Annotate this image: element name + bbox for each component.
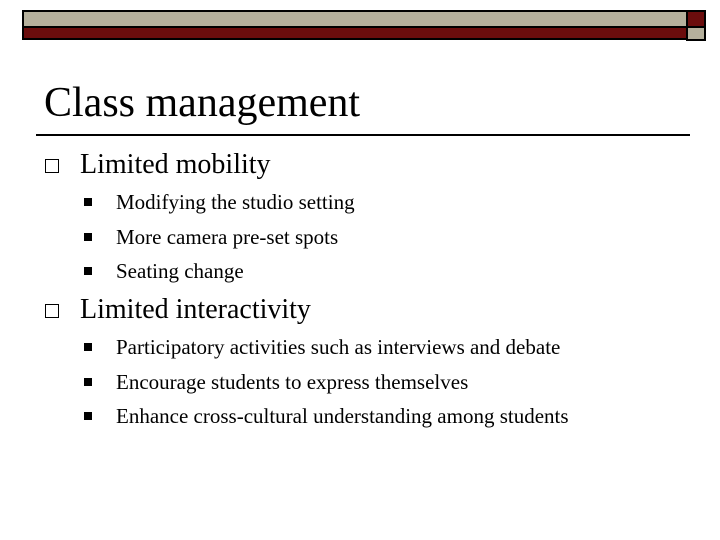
subbullet-item: Enhance cross-cultural understanding among students bbox=[116, 404, 569, 428]
filled-square-bullet-icon bbox=[84, 233, 92, 241]
subbullet-item: Encourage students to express themselves bbox=[116, 370, 469, 394]
subbullet-item: Seating change bbox=[116, 259, 244, 283]
slide-title: Class management bbox=[44, 80, 361, 126]
bullet-limited-interactivity: Limited interactivity bbox=[80, 294, 311, 325]
bullet-limited-mobility: Limited mobility bbox=[80, 149, 271, 180]
filled-square-bullet-icon bbox=[84, 378, 92, 386]
subbullet-item: Participatory activities such as interviews and debate bbox=[116, 335, 561, 359]
hollow-square-bullet-icon bbox=[45, 159, 59, 173]
filled-square-bullet-icon bbox=[84, 267, 92, 275]
filled-square-bullet-icon bbox=[84, 343, 92, 351]
filled-square-bullet-icon bbox=[84, 198, 92, 206]
subbullet-item: Modifying the studio setting bbox=[116, 190, 355, 214]
hollow-square-bullet-icon bbox=[45, 304, 59, 318]
subbullet-item: More camera pre-set spots bbox=[116, 225, 339, 249]
filled-square-bullet-icon bbox=[84, 412, 92, 420]
